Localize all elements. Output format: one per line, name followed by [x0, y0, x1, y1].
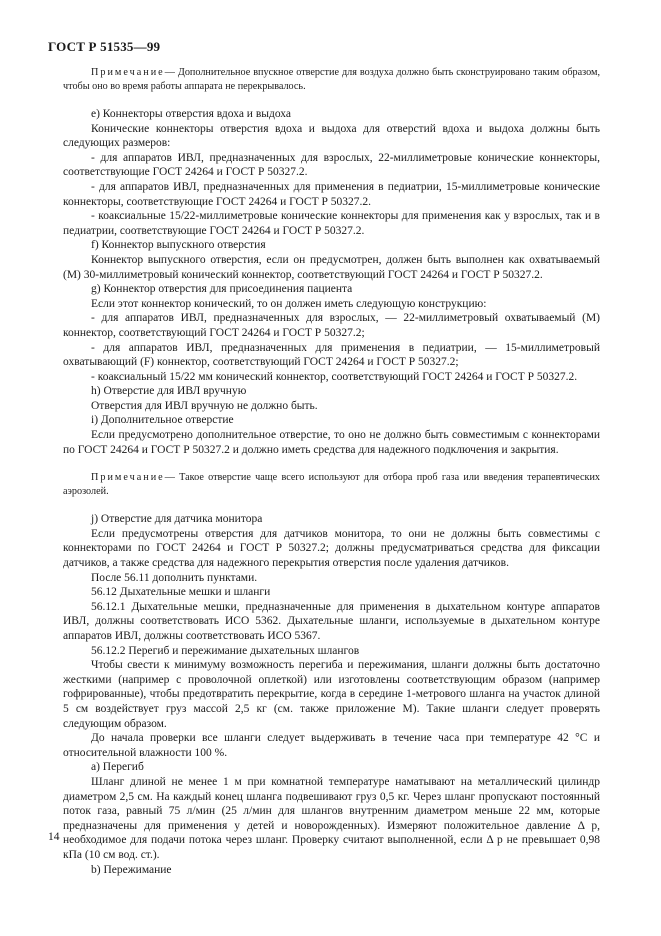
clause-56-12-heading: 56.12 Дыхательные мешки и шланги — [91, 586, 271, 599]
clause-56-12-2-text: Чтобы свести к минимуму возможность перегиба и пережимания, шланги должны быть достаточно жесткими (например с проволочной оплеткой) или изготовлены соответствующим образом (например гофрированные), чтобы предотвратить перекрытие, когда в середине 1-метрового шланга на участок длиной 5 см воздействует груз массой 2,5 кг (см. также приложение М). Такие шланги следует проверять следующим образом. — [63, 659, 600, 730]
clause-56-12-1: 56.12.1 Дыхательные мешки, предназначенные для применения в дыхательном контуре аппаратов ИВЛ, должны соответствовать ИСО 5362. Дыхательные шланги, используемые в дыхательном контуре аппаратов ИВЛ, должны соответствовать ИСО 5367. — [63, 600, 600, 642]
section-h-heading: h) Отверстие для ИВЛ вручную — [91, 385, 247, 398]
section-g-heading: g) Коннектор отверстия для присоединения пациента — [91, 283, 353, 296]
section-j-text: Если предусмотрены отверстия для датчиков монитора, то они не должны быть совместимы с коннекторами по ГОСТ 24264 и ГОСТ Р 50327.2; должны предусматриваться средства для фиксации датчиков, а также средства для надежного перекрытия отверстия после удаления датчиков. — [63, 527, 600, 570]
note-text: — Дополнительное впускное отверстие для воздуха должно быть сконструировано таким образом, чтобы оно во время работы аппарата не перекрывалось. — [63, 67, 600, 92]
clause-56-12-2-conditioning: До начала проверки все шланги следует выдерживать в течение часа при температуре 42 °С и относительной влажности 100 %. — [63, 732, 600, 759]
crush-test-heading: b) Пережимание — [91, 863, 172, 876]
section-j-heading: j) Отверстие для датчика монитора — [91, 513, 263, 526]
section-i-text: Если предусмотрено дополнительное отверстие, то оно не должно быть совместимым с коннекторами по ГОСТ 24264 и ГОСТ Р 50327.2 и должно иметь средства для надежного подключения и закрытия. — [63, 429, 600, 456]
list-item: - коаксиальные 15/22-миллиметровые конические коннекторы для применения как у взрослых, так и в педиатрии, соответствующие ГОСТ 24264 и ГОСТ Р 50327.2. — [63, 210, 600, 237]
note-1 — [63, 66, 600, 93]
amendment-line: После 56.11 дополнить пунктами. — [91, 571, 258, 584]
kink-test-heading: а) Перегиб — [91, 761, 144, 774]
list-item: - для аппаратов ИВЛ, предназначенных для применения в педиатрии, — 15-миллиметровый охватывающий (F) коннектор, соответствующий ГОСТ 24264 и ГОСТ Р 50327.2; — [63, 341, 600, 369]
kink-test-text: Шланг длиной не менее 1 м при комнатной температуре наматывают на металлический цилиндр диаметром 2,5 см. На каждый конец шланга подвешивают груз 0,5 кг. Через шланг пропускают постоянный поток газа, равный 75 л/мин (25 л/мин для шлангов внутренним диаметром меньше 22 мм, которые предназначены для применения у детей и новорожденных). Измеряют положительное давление Δ р, необходимое для подачи потока через шланг. Проверку считают выполненной, если Δ р не превышает 0,98 кПа (10 см вод. ст.). — [63, 775, 600, 861]
clause-56-12-2-heading: 56.12.2 Перегиб и пережимание дыхательных шлангов — [91, 644, 360, 657]
note-label: Примечание — [91, 472, 165, 484]
section-e-heading: е) Коннекторы отверстия вдоха и выдоха — [91, 108, 292, 120]
list-item: - для аппаратов ИВЛ, предназначенных для взрослых, 22-миллиметровые конические коннекторы, соответствующие ГОСТ 24264 и ГОСТ Р 50327.2. — [63, 151, 600, 179]
section-e-intro: Конические коннекторы отверстия вдоха и выдоха для отверстий вдоха и выдоха должны быть следующих размеров: — [63, 122, 600, 150]
document-body — [63, 66, 600, 877]
list-item: - для аппаратов ИВЛ, предназначенных для взрослых, — 22-миллиметровый охватываемый (М) коннектор, соответствующий ГОСТ 24264 и ГОСТ Р 50327.2; — [63, 312, 600, 339]
section-g-intro: Если этот коннектор конический, то он должен иметь следующую конструкцию: — [91, 297, 487, 310]
section-f-text: Коннектор выпускного отверстия, если он предусмотрен, должен быть выполнен как охватываемый (М) 30-миллиметровый конический коннектор, соответствующий ГОСТ 24264 и ГОСТ Р 50327.2. — [63, 253, 600, 281]
document-header: ГОСТ Р 51535—99 — [48, 39, 161, 54]
page-number: 14 — [48, 831, 60, 843]
list-item: - для аппаратов ИВЛ, предназначенных для применения в педиатрии, 15-миллиметровые конические коннекторы, соответствующие ГОСТ 24264 и ГОСТ Р 50327.2. — [63, 180, 600, 208]
list-item: - коаксиальный 15/22 мм конический коннектор, соответствующий ГОСТ 24264 и ГОСТ Р 50327.2. — [91, 370, 578, 383]
section-h-text: Отверстия для ИВЛ вручную не должно быть. — [91, 399, 318, 412]
note-label: Примечание — [91, 67, 165, 78]
note-text: — Такое отверстие чаще всего используют для отбора проб газа или введения терапевтических аэрозолей. — [63, 472, 600, 497]
note-2 — [63, 471, 600, 498]
section-f-heading: f) Коннектор выпускного отверстия — [91, 239, 266, 252]
section-i-heading: i) Дополнительное отверстие — [91, 414, 234, 427]
